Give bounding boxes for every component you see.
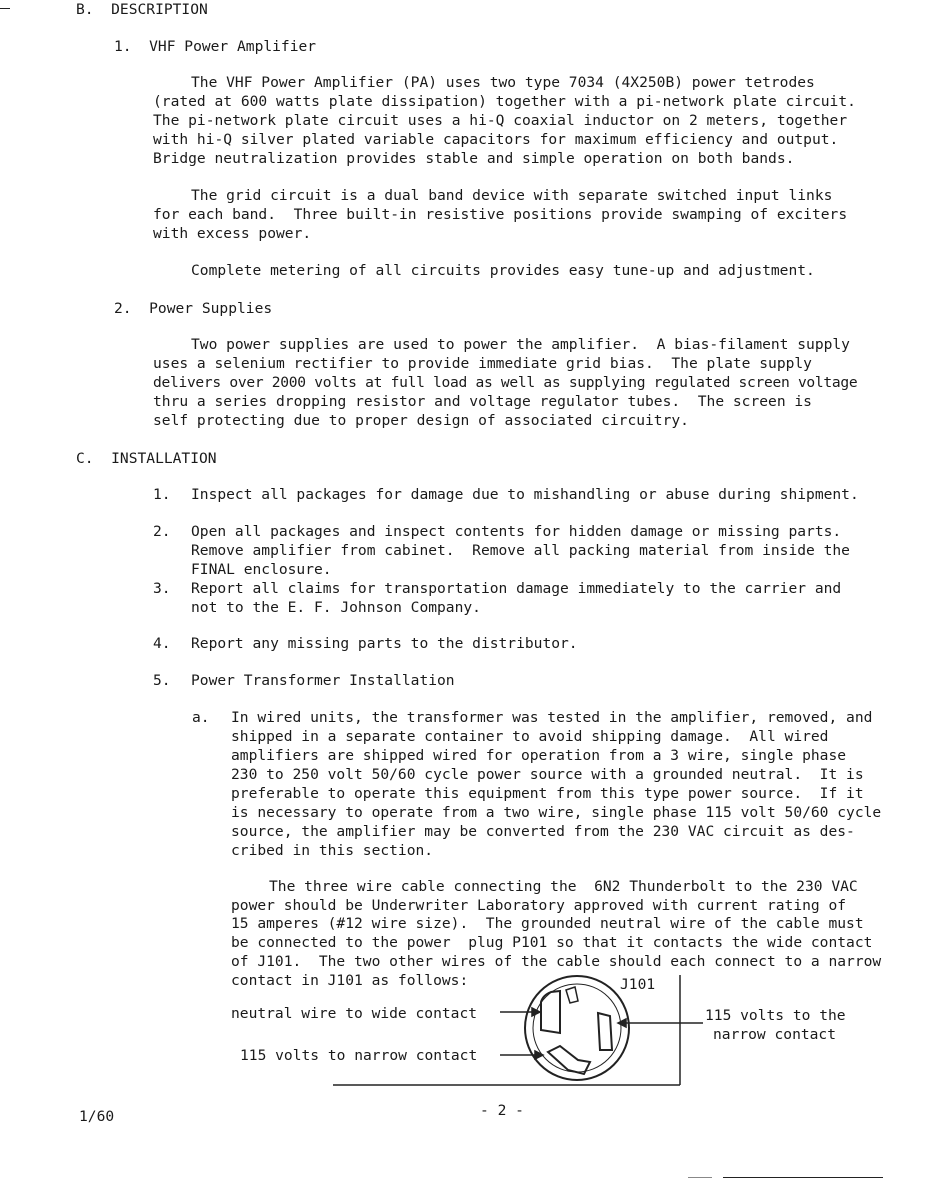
neutral-wire-label: neutral wire to wide contact (231, 1005, 478, 1022)
narrow-contact-slot-bottom (548, 1046, 590, 1074)
115v-left-label: 115 volts to narrow contact (240, 1047, 478, 1064)
footer-date: 1/60 (79, 1108, 115, 1125)
115v-right-label-2: narrow contact (713, 1026, 837, 1043)
narrow-contact-slot-right (598, 1013, 612, 1050)
item-2-heading: 2. Power Supplies (114, 300, 273, 317)
footer-rule-mark (688, 1177, 712, 1178)
item-1-heading: 1. VHF Power Amplifier (114, 38, 317, 55)
paragraph-metering: Complete metering of all circuits provides easy tune-up and adjustment. (191, 262, 815, 279)
section-b-heading: B. DESCRIPTION (76, 1, 208, 18)
section-c-heading: C. INSTALLATION (76, 450, 217, 467)
wide-contact-slot (541, 991, 560, 1033)
115v-right-label-1: 115 volts to the (705, 1007, 846, 1024)
page-number: - 2 - (480, 1102, 524, 1119)
j101-label: J101 (620, 976, 656, 993)
footer-rule (723, 1177, 883, 1178)
